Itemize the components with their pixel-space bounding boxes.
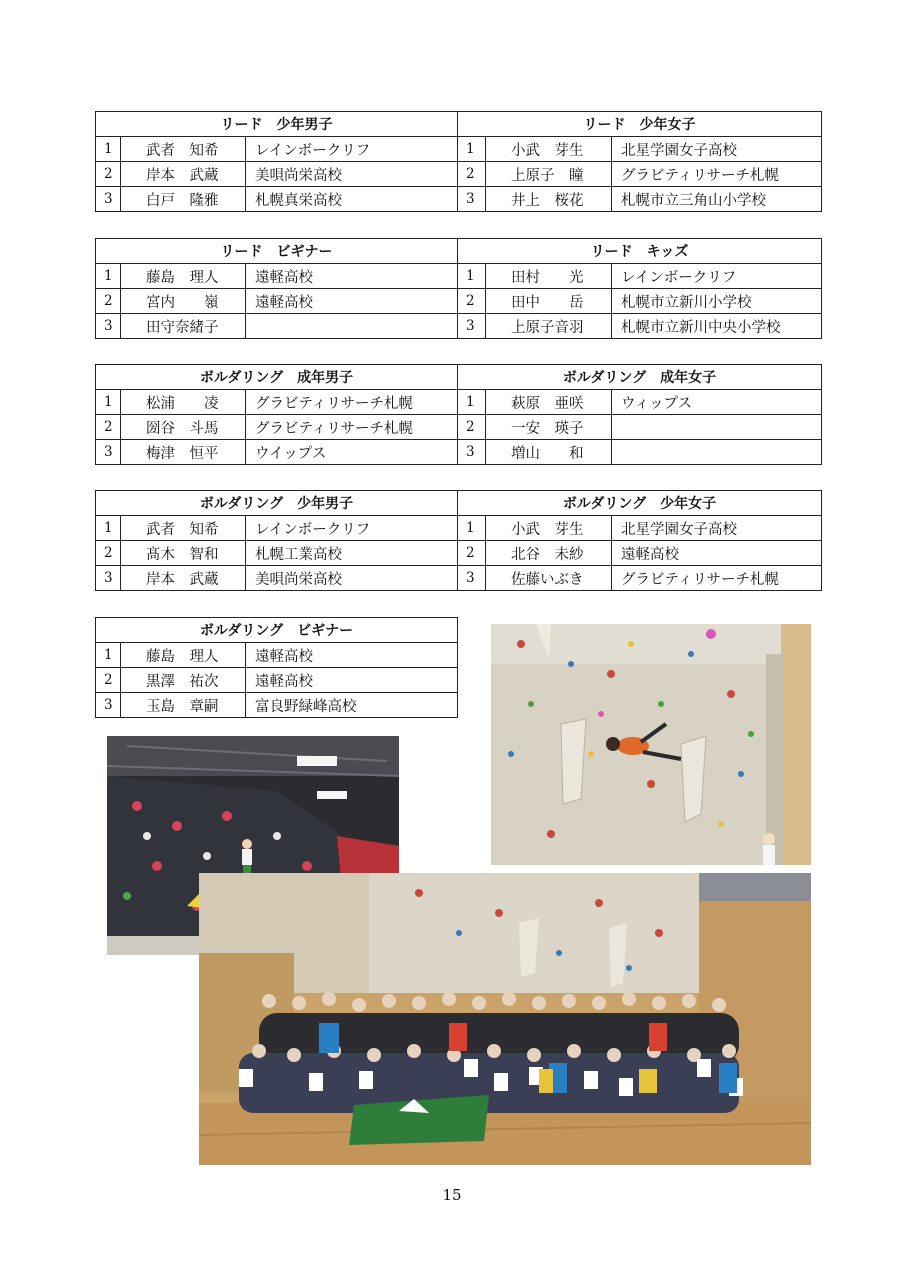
table-row	[96, 187, 458, 212]
table-row	[96, 643, 458, 668]
school-cell: 札幌市立新川中央小学校	[612, 314, 822, 339]
name-cell: 小武 芽生	[486, 516, 612, 541]
name-cell: 白戸 隆雅	[121, 187, 246, 212]
table-row	[96, 440, 458, 465]
name-cell: 田守奈緒子	[121, 314, 246, 339]
rank-cell: 1	[96, 643, 121, 668]
table-row	[96, 264, 458, 289]
name-cell: 佐藤いぶき	[486, 566, 612, 591]
school-cell	[612, 415, 822, 440]
name-cell: 藤島 理人	[121, 264, 246, 289]
rank-cell: 2	[458, 415, 486, 440]
rank-cell: 1	[458, 516, 486, 541]
rank-cell: 2	[96, 668, 121, 693]
school-cell: 富良野緑峰高校	[246, 693, 458, 718]
name-cell: 武者 知希	[121, 516, 246, 541]
results-table-lead-kids	[457, 238, 822, 339]
rank-cell: 3	[96, 693, 121, 718]
school-cell: 札幌工業高校	[246, 541, 458, 566]
name-cell: 玉島 章嗣	[121, 693, 246, 718]
school-cell	[612, 440, 822, 465]
table-row	[458, 187, 822, 212]
rank-cell: 3	[96, 440, 121, 465]
rank-cell: 2	[96, 162, 121, 187]
lead-climbing-photo	[491, 624, 811, 865]
table-row	[96, 668, 458, 693]
results-table-boulder-boys	[95, 490, 458, 591]
rank-cell: 3	[458, 314, 486, 339]
table-row	[96, 289, 458, 314]
school-cell: グラビティリサーチ札幌	[246, 415, 458, 440]
table-title: リード 少年女子	[458, 112, 822, 137]
rank-cell: 3	[96, 187, 121, 212]
school-cell: レインボークリフ	[246, 137, 458, 162]
rank-cell: 1	[458, 137, 486, 162]
rank-cell: 2	[458, 541, 486, 566]
rank-cell: 3	[96, 566, 121, 591]
table-title: ボルダリング ビギナー	[96, 618, 458, 643]
school-cell: グラビティリサーチ札幌	[612, 162, 822, 187]
name-cell: 増山 和	[486, 440, 612, 465]
name-cell: 井上 桜花	[486, 187, 612, 212]
school-cell: ウイップス	[246, 440, 458, 465]
school-cell: 札幌市立新川小学校	[612, 289, 822, 314]
table-row	[458, 162, 822, 187]
school-cell: 遠軽高校	[246, 643, 458, 668]
name-cell: 藤島 理人	[121, 643, 246, 668]
table-row	[458, 566, 822, 591]
table-title: ボルダリング 少年男子	[96, 491, 458, 516]
name-cell: 田村 光	[486, 264, 612, 289]
rank-cell: 2	[458, 289, 486, 314]
rank-cell: 3	[458, 440, 486, 465]
rank-cell: 1	[458, 390, 486, 415]
table-title: リード ビギナー	[96, 239, 458, 264]
rank-cell: 3	[96, 314, 121, 339]
results-table-lead-boys	[95, 111, 458, 212]
rank-cell: 2	[96, 415, 121, 440]
table-row	[458, 390, 822, 415]
school-cell: 遠軽高校	[246, 264, 458, 289]
name-cell: 北谷 未紗	[486, 541, 612, 566]
school-cell: 美唄尚栄高校	[246, 566, 458, 591]
table-title: ボルダリング 成年女子	[458, 365, 822, 390]
school-cell: 遠軽高校	[246, 289, 458, 314]
name-cell: 黒澤 祐次	[121, 668, 246, 693]
name-cell: 武者 知希	[121, 137, 246, 162]
table-title: リード 少年男子	[96, 112, 458, 137]
table-row	[458, 440, 822, 465]
table-row	[458, 264, 822, 289]
rank-cell: 2	[96, 289, 121, 314]
school-cell: 札幌真栄高校	[246, 187, 458, 212]
school-cell: 遠軽高校	[612, 541, 822, 566]
name-cell: 松浦 凌	[121, 390, 246, 415]
school-cell: 北星学園女子高校	[612, 516, 822, 541]
school-cell: 北星学園女子高校	[612, 137, 822, 162]
group-photo	[199, 873, 811, 1165]
rank-cell: 1	[96, 137, 121, 162]
name-cell: 髙木 智和	[121, 541, 246, 566]
rank-cell: 1	[458, 264, 486, 289]
name-cell: 梅津 恒平	[121, 440, 246, 465]
table-row	[458, 541, 822, 566]
results-table-boulder-beginner	[95, 617, 458, 718]
school-cell	[246, 314, 458, 339]
results-table-boulder-girls	[457, 490, 822, 591]
table-title: ボルダリング 成年男子	[96, 365, 458, 390]
name-cell: 小武 芽生	[486, 137, 612, 162]
table-title: リード キッズ	[458, 239, 822, 264]
results-table-lead-girls	[457, 111, 822, 212]
rank-cell: 1	[96, 390, 121, 415]
table-row	[458, 289, 822, 314]
table-row	[96, 137, 458, 162]
rank-cell: 1	[96, 264, 121, 289]
school-cell: レインボークリフ	[612, 264, 822, 289]
rank-cell: 2	[96, 541, 121, 566]
table-title: ボルダリング 少年女子	[458, 491, 822, 516]
table-row	[96, 390, 458, 415]
name-cell: 萩原 亜咲	[486, 390, 612, 415]
name-cell: 圀谷 斗馬	[121, 415, 246, 440]
results-table-boulder-women	[457, 364, 822, 465]
results-table-lead-beginner	[95, 238, 458, 339]
school-cell: ウィップス	[612, 390, 822, 415]
name-cell: 上原子音羽	[486, 314, 612, 339]
school-cell: レインボークリフ	[246, 516, 458, 541]
name-cell: 田中 岳	[486, 289, 612, 314]
name-cell: 宮内 嶺	[121, 289, 246, 314]
name-cell: 岸本 武蔵	[121, 566, 246, 591]
page-number: 15	[442, 1186, 462, 1204]
school-cell: グラビティリサーチ札幌	[612, 566, 822, 591]
school-cell: 札幌市立三角山小学校	[612, 187, 822, 212]
name-cell: 一安 瑛子	[486, 415, 612, 440]
rank-cell: 3	[458, 187, 486, 212]
rank-cell: 3	[458, 566, 486, 591]
table-row	[96, 516, 458, 541]
table-row	[96, 314, 458, 339]
table-row	[458, 415, 822, 440]
school-cell: 遠軽高校	[246, 668, 458, 693]
school-cell: グラビティリサーチ札幌	[246, 390, 458, 415]
table-row	[96, 162, 458, 187]
table-row	[96, 566, 458, 591]
rank-cell: 1	[96, 516, 121, 541]
table-row	[458, 314, 822, 339]
name-cell: 上原子 瞳	[486, 162, 612, 187]
table-row	[458, 516, 822, 541]
table-row	[96, 415, 458, 440]
table-row	[96, 541, 458, 566]
name-cell: 岸本 武蔵	[121, 162, 246, 187]
rank-cell: 2	[458, 162, 486, 187]
school-cell: 美唄尚栄高校	[246, 162, 458, 187]
table-row	[458, 137, 822, 162]
results-table-boulder-men	[95, 364, 458, 465]
table-row	[96, 693, 458, 718]
